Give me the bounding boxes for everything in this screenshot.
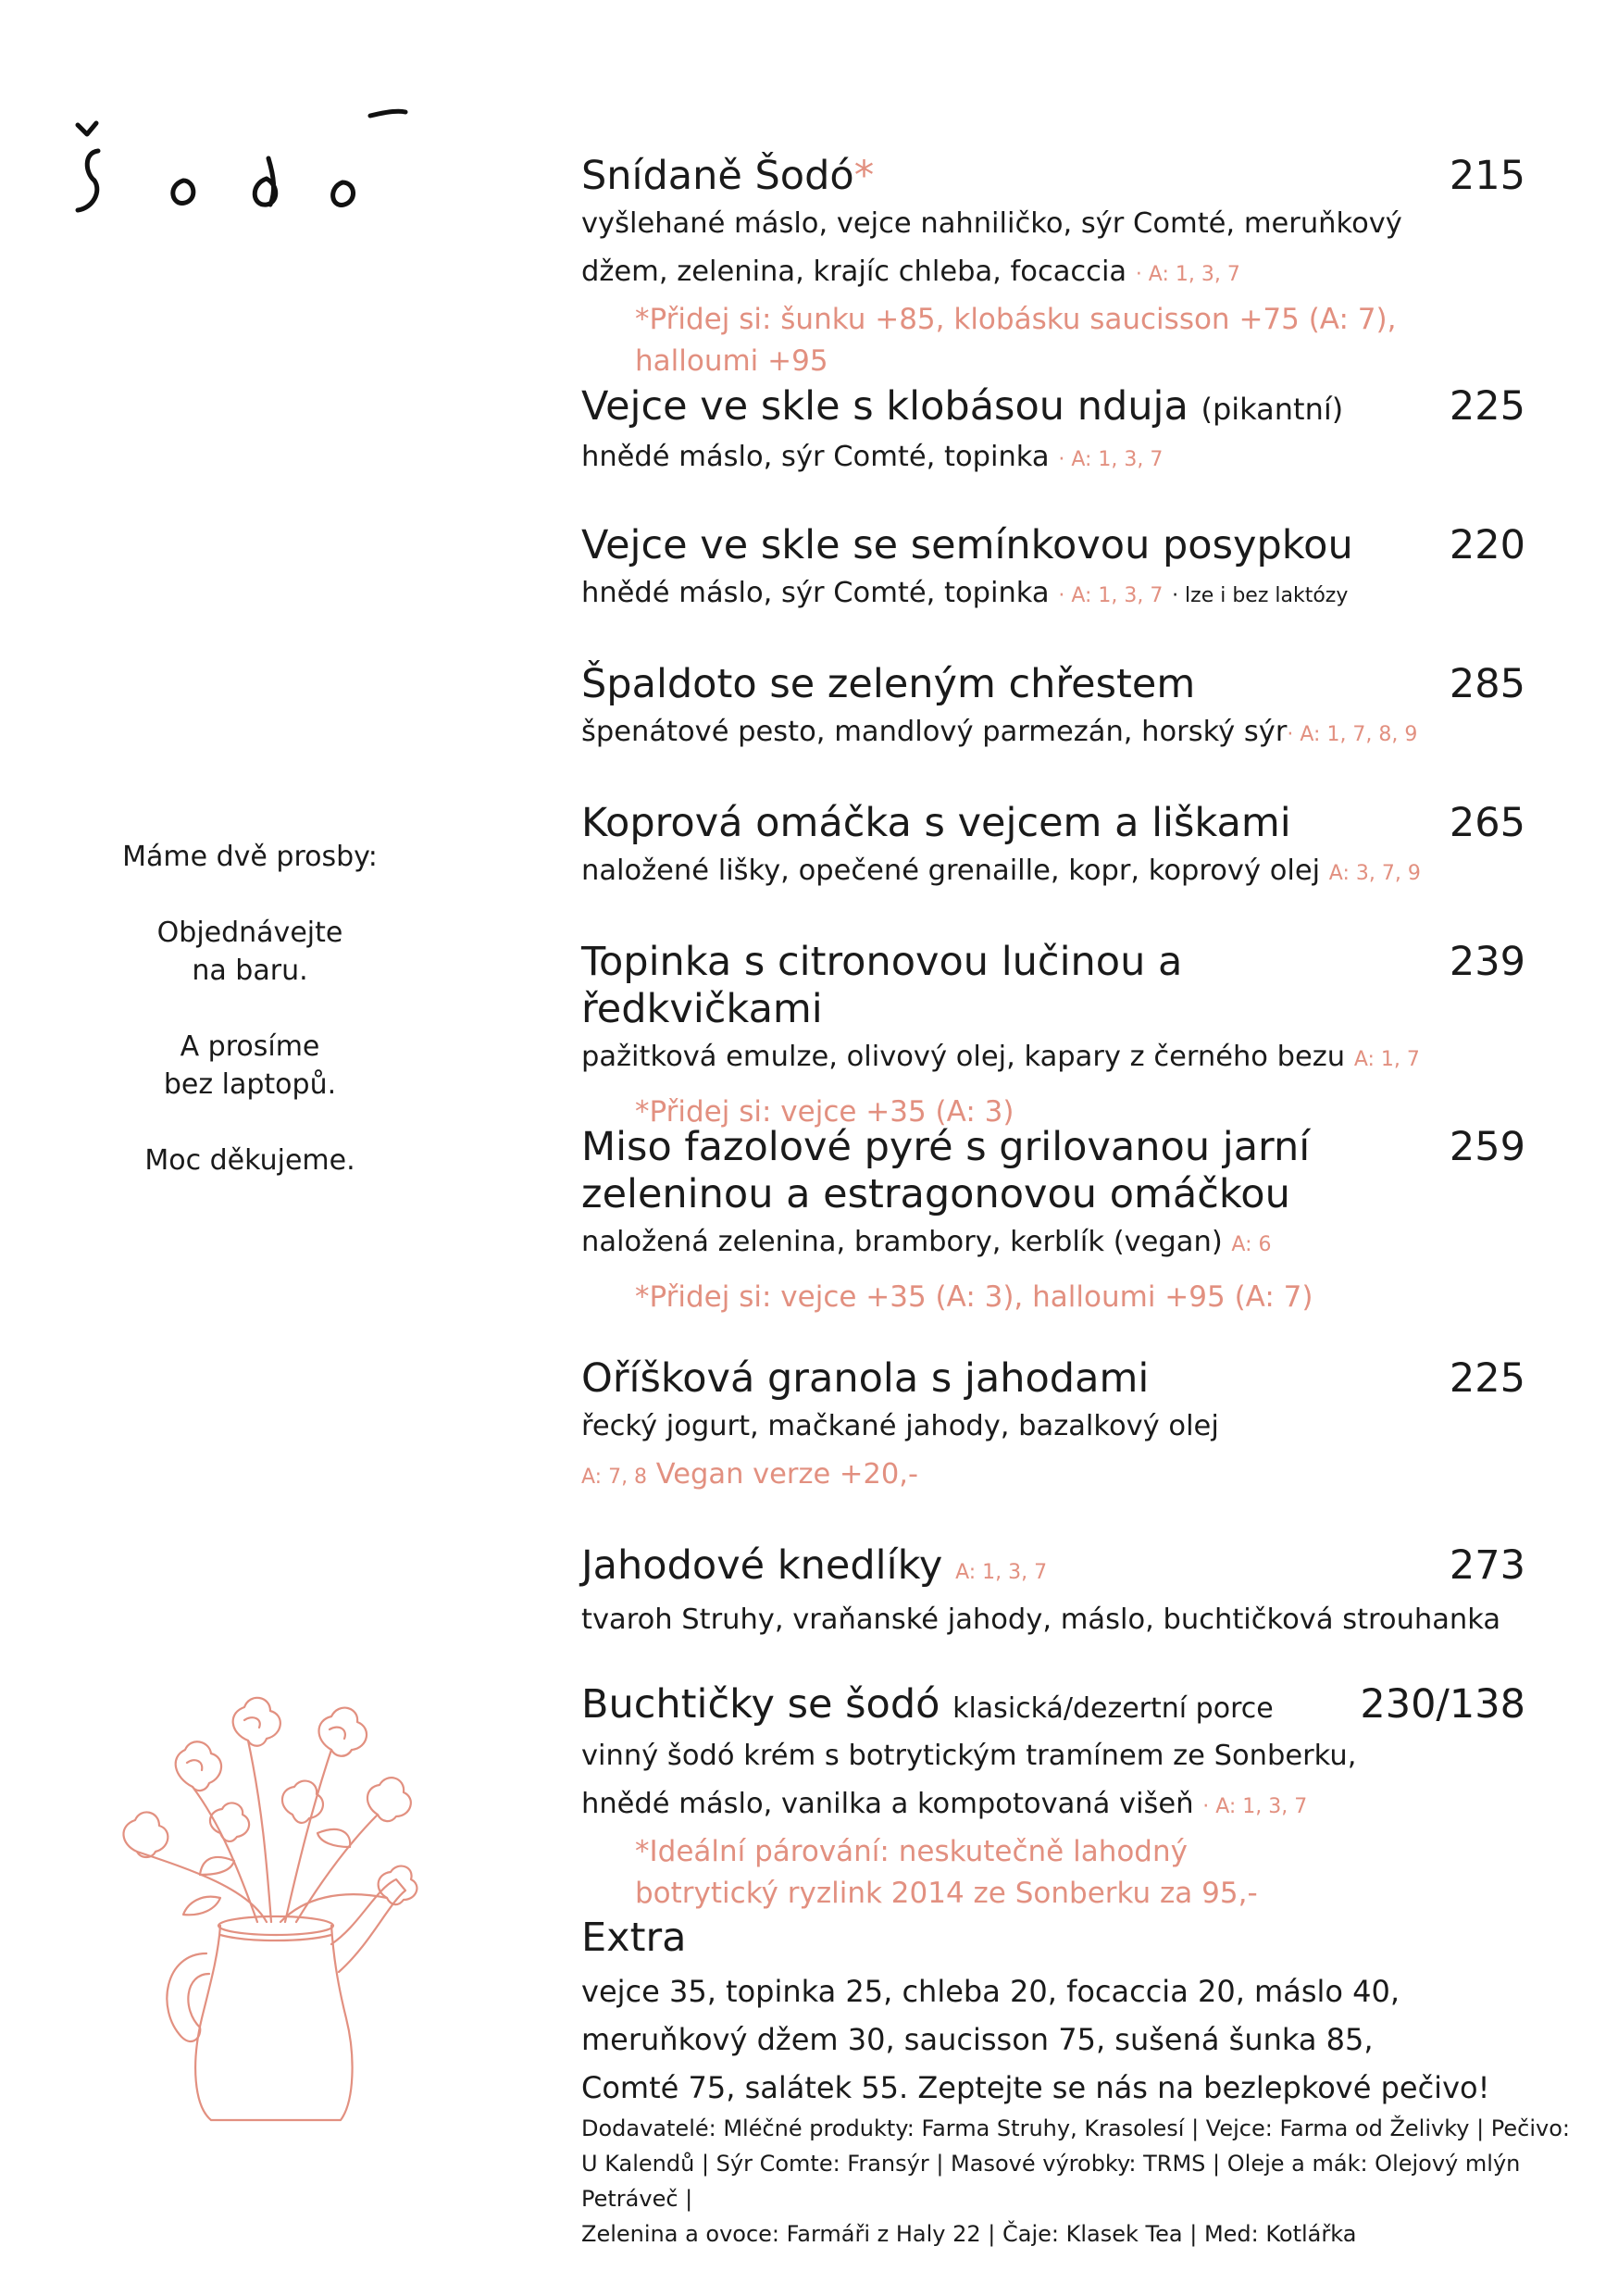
allergens: · A: 1, 3, 7 — [1202, 1795, 1308, 1818]
menu-item — [581, 939, 1525, 1133]
item-title: Oříšková granola s jahodami — [581, 1355, 1150, 1402]
item-description: tvaroh Struhy, vraňanské jahody, máslo, buchtičková strouhanka — [581, 1603, 1501, 1636]
pairing-note: *Ideální párování: neskutečně lahodný botrytický ryzlink 2014 ze Sonberku za 95,- — [635, 1835, 1258, 1910]
item-price: 215 — [1449, 153, 1525, 199]
allergens: · A: 1, 3, 7 — [1135, 263, 1240, 286]
item-title: Vejce ve skle s klobásou nduja (pikantní) — [581, 383, 1344, 430]
allergens: A: 7, 8 — [581, 1466, 648, 1489]
side-note-line: A prosíme bez laptopů. — [163, 1030, 337, 1101]
allergens: A: 1, 7 — [1353, 1048, 1420, 1071]
menu-item — [581, 153, 1525, 382]
menu-item — [581, 1681, 1525, 1915]
side-note-line: Máme dvě prosby: — [122, 841, 378, 873]
item-price: 220 — [1449, 522, 1525, 568]
menu-item — [581, 383, 1525, 484]
item-title: Buchtičky se šodó klasická/dezertní porce — [581, 1681, 1274, 1728]
extra-section — [581, 1915, 1525, 2112]
menu-item — [581, 1124, 1525, 1318]
item-price: 259 — [1449, 1124, 1525, 1170]
item-description: řecký jogurt, mačkané jahody, bazalkový olej — [581, 1410, 1219, 1442]
item-description: naložené lišky, opečené grenaille, kopr, koprový olej A: 3, 7, 9 — [581, 855, 1421, 887]
addon-note: *Přidej si: vejce +35 (A: 3), halloumi +95 (A: 7) — [635, 1280, 1313, 1314]
side-note — [65, 838, 435, 1217]
side-note-line: Moc děkujeme. — [144, 1144, 355, 1177]
extra-title: Extra — [581, 1915, 687, 1961]
item-title: Koprová omáčka s vejcem a liškami — [581, 800, 1291, 846]
item-price: 239 — [1449, 939, 1525, 985]
menu-item — [581, 800, 1525, 898]
addon-note: *Přidej si: šunku +85, klobásku saucisson +75 (A: 7), halloumi +95 — [635, 303, 1397, 378]
allergens: A: 1, 3, 7 — [955, 1561, 1048, 1584]
item-description: hnědé máslo, sýr Comté, topinka · A: 1, 3, 7 · lze i bez laktózy — [581, 577, 1349, 609]
vegan-option: Vegan verze +20,- — [655, 1458, 918, 1491]
menu-item — [581, 1355, 1525, 1502]
item-description: špenátové pesto, mandlový parmezán, horský sýr· A: 1, 7, 8, 9 — [581, 716, 1418, 748]
item-title: Jahodové knedlíky A: 1, 3, 7 — [581, 1542, 1048, 1589]
extra-list: vejce 35, topinka 25, chleba 20, focaccia 20, máslo 40, meruňkový džem 30, saucisson 75, sušená šunka 85, Comté 75, salátek 55. Zeptejte se nás na bezlepkové pečivo! — [581, 1974, 1490, 2105]
item-description: pažitková emulze, olivový olej, kapary z černého bezu A: 1, 7 — [581, 1041, 1420, 1073]
allergens: · A: 1, 7, 8, 9 — [1287, 723, 1418, 746]
item-title: Špaldoto se zeleným chřestem — [581, 661, 1196, 707]
item-description: hnědé máslo, sýr Comté, topinka · A: 1, 3, 7 — [581, 441, 1164, 473]
menu-item — [581, 522, 1525, 620]
suppliers: Dodavatelé: Mléčné produkty: Farma Struhy, Krasolesí | Vejce: Farma od Želivky | Pečivo: U Kalendů | Sýr Comte: Fransýr | Masové výrobky: TRMS | Oleje a mák: Olejový mlýn Petráveč | Zelenina a ovoce: Farmáři z Haly 22 | Čaje: Klasek Tea | Med: Kotlářka — [581, 2115, 1571, 2247]
allergens: A: 3, 7, 9 — [1328, 862, 1421, 885]
item-price: 285 — [1449, 661, 1525, 707]
allergens: A: 6 — [1231, 1233, 1272, 1256]
item-title: Topinka s citronovou lučinou a ředkvičkami — [581, 939, 1183, 1032]
item-price: 225 — [1449, 383, 1525, 430]
addon-note: *Přidej si: vejce +35 (A: 3) — [635, 1095, 1014, 1129]
menu-item — [581, 1542, 1525, 1644]
allergens: · A: 1, 3, 7 — [1058, 448, 1164, 471]
menu-item — [581, 661, 1525, 759]
item-title: Snídaně Šodó* — [581, 153, 875, 199]
item-description: vinný šodó krém s botrytickým tramínem ze Sonberku, hnědé máslo, vanilka a kompotovaná višeň · A: 1, 3, 7 — [581, 1740, 1357, 1820]
allergens: · A: 1, 3, 7 — [1058, 584, 1164, 607]
flower-vase-illustration — [81, 1648, 470, 2129]
side-note-line: Objednávejte na baru. — [156, 917, 343, 987]
item-price: 265 — [1449, 800, 1525, 846]
item-price: 225 — [1449, 1355, 1525, 1402]
item-title: Miso fazolové pyré s grilovanou jarní zeleninou a estragonovou omáčkou — [581, 1124, 1311, 1217]
item-title: Vejce ve skle se semínkovou posypkou — [581, 522, 1353, 568]
item-description: vyšlehané máslo, vejce nahniličko, sýr Comté, meruňkový džem, zelenina, krajíc chleba, focaccia · A: 1, 3, 7 — [581, 207, 1402, 288]
item-description: naložená zelenina, brambory, kerblík (vegan) A: 6 — [581, 1226, 1272, 1258]
logo — [65, 106, 435, 218]
item-price: 273 — [1449, 1542, 1525, 1589]
lactose-note: · lze i bez laktózy — [1172, 584, 1349, 607]
item-price: 230/138 — [1360, 1681, 1525, 1728]
